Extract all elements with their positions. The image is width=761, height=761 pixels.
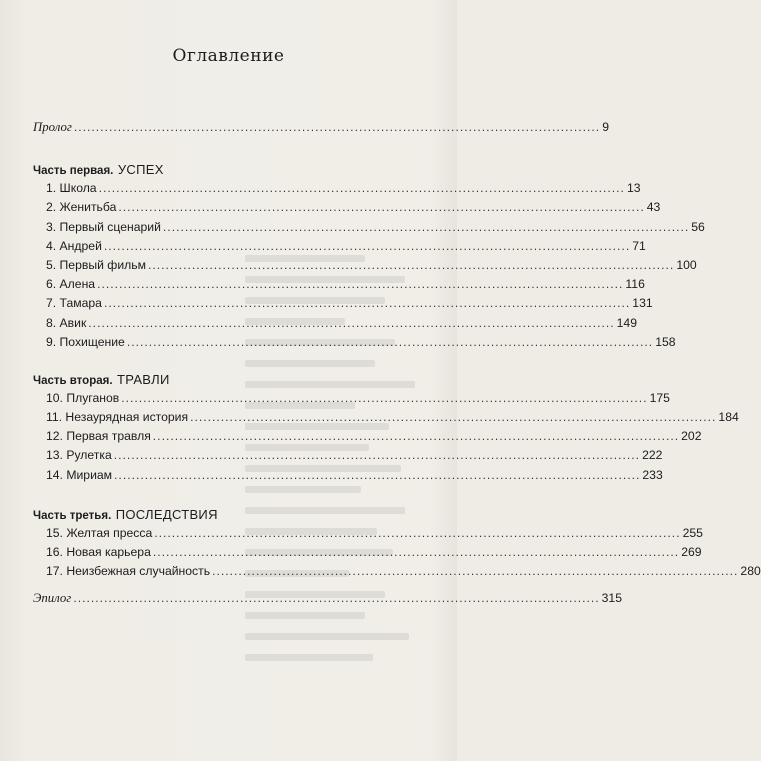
- part-name: ПОСЛЕДСТВИЯ: [115, 506, 218, 522]
- toc-entry[interactable]: [33, 294, 653, 313]
- entry-label: 9. Похищение: [46, 334, 125, 349]
- entry-page: 56: [691, 219, 705, 234]
- dot-leader: ........................................................................................................................: [126, 334, 654, 349]
- entry-page: 280: [740, 564, 761, 579]
- entry-page: 100: [676, 257, 697, 272]
- entry-page: 315: [601, 591, 622, 606]
- part-label: Часть первая: [33, 165, 111, 178]
- part-heading-2: Часть вторая. ТРАВЛИ: [33, 371, 170, 387]
- dot-leader: ........................................................................................................................: [103, 296, 631, 311]
- toc-entry[interactable]: [33, 427, 702, 446]
- entry-label: 6. Алена: [46, 277, 96, 292]
- dot-leader: ........................................................................................................................: [114, 467, 641, 482]
- entry-label: 14. Мириам: [46, 467, 113, 482]
- entry-label: 13. Рулетка: [46, 448, 112, 463]
- entry-label: 5. Первый фильм: [46, 257, 146, 272]
- entry-page: 131: [632, 296, 653, 311]
- entry-page: 9: [602, 120, 609, 134]
- dot-leader: ........................................................................................................................: [152, 429, 680, 444]
- entry-label: 8. Авик: [46, 315, 87, 330]
- entry-label: Пролог: [33, 120, 72, 134]
- entry-page: 202: [681, 429, 702, 444]
- entry-label: 7. Тамара: [46, 296, 102, 311]
- page-title: Оглавление: [172, 46, 285, 66]
- entry-page: 13: [626, 181, 641, 196]
- entry-label: 17. Неизбежная случайность: [46, 564, 211, 579]
- entry-label: 15. Желтая пресса: [46, 525, 153, 540]
- table-of-contents: [33, 118, 761, 609]
- entry-page: 71: [632, 238, 646, 253]
- dot-leader: ........................................................................................................................: [121, 390, 648, 405]
- part-name: УСПЕХ: [117, 162, 164, 178]
- entry-page: 222: [642, 448, 663, 463]
- part-label: Часть вторая: [33, 374, 110, 387]
- entry-page: 233: [642, 467, 663, 482]
- entry-page: 269: [681, 545, 702, 559]
- entry-label: 10. Плуганов: [46, 390, 120, 405]
- entry-label: 12. Первая травля: [46, 429, 151, 444]
- dot-leader: ........................................................................................................................: [118, 200, 645, 215]
- toc-entry[interactable]: [33, 198, 661, 217]
- dot-leader: ........................................................................................................................: [147, 257, 675, 272]
- dot-leader: ........................................................................................................................: [73, 120, 601, 134]
- toc-entry-prologue[interactable]: [33, 118, 609, 137]
- toc-entry[interactable]: [33, 408, 739, 427]
- entry-page: 43: [646, 200, 661, 215]
- part-heading-3: Часть третья. ПОСЛЕДСТВИЯ: [33, 506, 218, 522]
- part-heading-1: Часть первая. УСПЕХ: [33, 162, 164, 178]
- toc-entry[interactable]: [33, 275, 645, 294]
- toc-entry[interactable]: [33, 524, 703, 543]
- dot-leader: ........................................................................................................................: [152, 545, 680, 559]
- dot-leader: ........................................................................................................................: [154, 525, 681, 540]
- dot-leader: ........................................................................................................................: [103, 238, 631, 253]
- entry-label: 3. Первый сценарий: [46, 219, 161, 234]
- entry-label: Эпилог: [33, 591, 72, 606]
- entry-page: 149: [616, 315, 637, 330]
- dot-leader: ........................................................................................................................: [98, 181, 625, 196]
- toc-entry[interactable]: [33, 314, 637, 333]
- entry-page: 255: [682, 525, 703, 540]
- toc-entry[interactable]: [33, 179, 641, 198]
- entry-label: 16. Новая карьера: [46, 545, 151, 559]
- dot-leader: ........................................................................................................................: [88, 315, 615, 330]
- toc-entry[interactable]: [33, 256, 697, 275]
- toc-entry[interactable]: [33, 389, 670, 408]
- entry-page: 184: [718, 410, 739, 425]
- entry-label: 4. Андрей: [46, 238, 102, 253]
- entry-page: 158: [655, 334, 676, 349]
- entry-page: 175: [649, 390, 670, 405]
- toc-entry[interactable]: [33, 562, 761, 581]
- dot-leader: ........................................................................................................................: [162, 219, 690, 234]
- entry-label: 11. Незаурядная история: [46, 410, 189, 425]
- toc-entry[interactable]: [33, 466, 663, 485]
- dot-leader: ........................................................................................................................: [190, 410, 717, 425]
- toc-entry[interactable]: [33, 218, 705, 237]
- dot-leader: ........................................................................................................................: [97, 277, 624, 292]
- toc-entry-epilogue[interactable]: [33, 589, 622, 608]
- part-name: ТРАВЛИ: [116, 371, 170, 387]
- dot-leader: ........................................................................................................................: [73, 591, 600, 606]
- dot-leader: ........................................................................................................................: [113, 448, 641, 463]
- entry-label: 2. Женитьба: [46, 200, 117, 215]
- toc-entry[interactable]: [33, 237, 646, 256]
- toc-entry[interactable]: [33, 543, 702, 562]
- toc-entry[interactable]: [33, 446, 663, 465]
- dot-leader: ........................................................................................................................: [212, 564, 739, 579]
- part-label: Часть третья: [33, 509, 109, 522]
- entry-page: 116: [625, 277, 645, 292]
- toc-entry[interactable]: [33, 333, 676, 352]
- entry-label: 1. Школа: [46, 181, 97, 196]
